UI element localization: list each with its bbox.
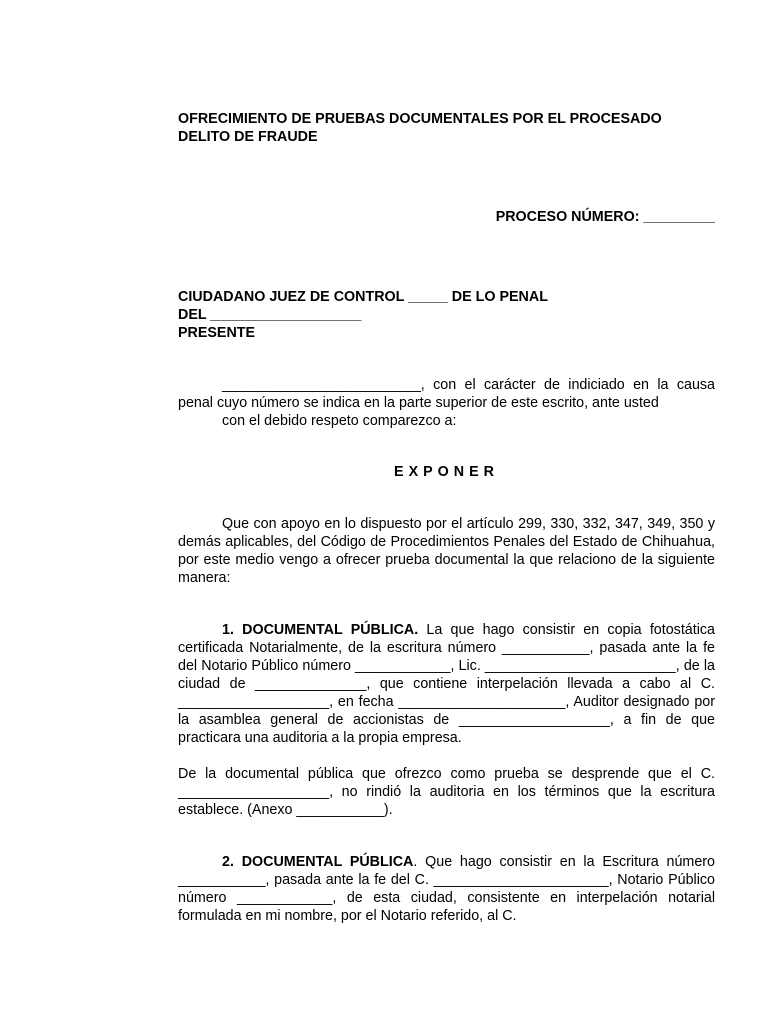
intro-line-2: penal cuyo número se indica en la parte superior de este escrito, ante usted [178, 395, 659, 411]
judge-line-1: CIUDADANO JUEZ DE CONTROL _____ DE LO PENAL [178, 289, 548, 305]
documental-1-body: La que hago consistir en copia fotostática certificada Notarialmente, de la escritura número ___________, pasada ante la fe del Notario Público número ____________, Lic. ________________________, de la ciudad de ______________, que contiene interpelación llevada a cabo al C. ___________________, en fecha _____________________, Auditor designado por la asamblea general de accionistas de ___________________, a fin de que practicara una auditoria a la propia empresa. [178, 622, 715, 746]
title-line-1: OFRECIMIENTO DE PRUEBAS DOCUMENTALES POR EL PROCESADO [178, 111, 662, 127]
document-page [178, 110, 715, 925]
judge-line-3: PRESENTE [178, 325, 256, 341]
documental-2-heading: 2. DOCUMENTAL PÚBLICA [222, 854, 414, 870]
proceso-numero: PROCESO NÚMERO: _________ [495, 209, 715, 225]
paragraph-conclusion-1: De la documental pública que ofrezco como prueba se desprende que el C. ___________________, no rindió la auditoria en los términos que la escritura establece. (Anexo ___________). [178, 766, 715, 818]
paragraph-documental-1 [178, 621, 715, 747]
document-title [178, 110, 715, 146]
exponer-heading: EXPONER [394, 464, 499, 480]
intro-paragraph [178, 376, 715, 430]
documental-2-body: . Que hago consistir en la Escritura número ___________, pasada ante la fe del C. ______________________, Notario Público número ____________, de esta ciudad, consistente en interpelación notarial formulada en mi nombre, por el Notario referido, al C. [178, 854, 716, 924]
intro-line-1: _________________________, con el carácter de indiciado en la causa [222, 377, 715, 393]
intro-line-3: con el debido respeto comparezco a: [222, 413, 457, 429]
title-line-2: DELITO DE FRAUDE [178, 129, 318, 145]
paragraph-fundamento: Que con apoyo en lo dispuesto por el artículo 299, 330, 332, 347, 349, 350 y demás aplicables, del Código de Procedimientos Penales del Estado de Chihuahua, por este medio vengo a ofrecer prueba documental la que relaciono de la siguiente manera: [178, 516, 715, 586]
documental-1-heading: 1. DOCUMENTAL PÚBLICA. [222, 622, 419, 638]
paragraph-documental-2 [178, 853, 715, 925]
judge-addressee [178, 288, 715, 342]
judge-line-2: DEL ___________________ [178, 307, 362, 323]
